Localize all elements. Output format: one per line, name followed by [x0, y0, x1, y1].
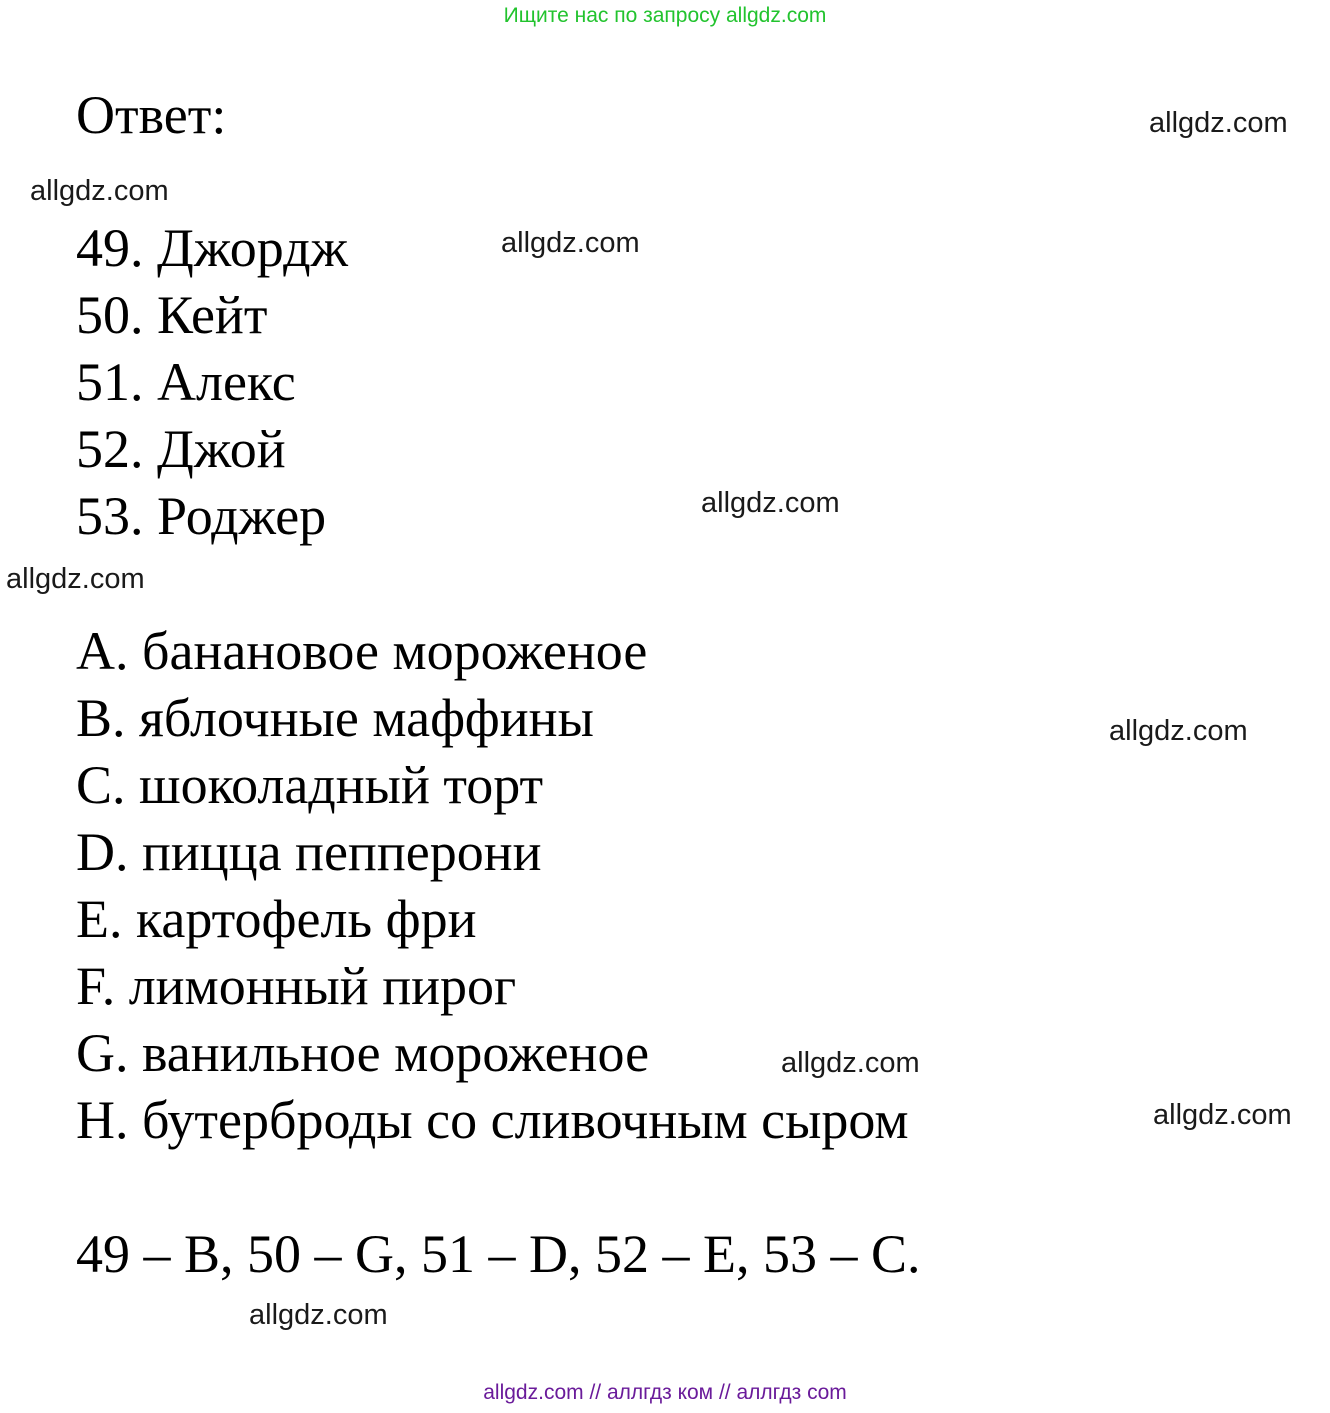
name-item-52: 52. Джой	[76, 419, 286, 479]
name-item-50: 50. Кейт	[76, 285, 268, 345]
food-item-a: A. банановое мороженое	[76, 621, 648, 681]
top-banner: Ищите нас по запросу allgdz.com	[503, 4, 827, 27]
name-item-49: 49. Джордж	[76, 218, 348, 278]
footer-links: allgdz.com // аллгдз ком // аллгдз com	[483, 1381, 847, 1404]
answer-heading: Ответ:	[76, 85, 227, 145]
name-item-51: 51. Алекс	[76, 352, 296, 412]
food-item-h: H. бутерброды со сливочным сыром	[76, 1090, 909, 1150]
watermark: allgdz.com	[1149, 107, 1288, 139]
food-item-f: F. лимонный пирог	[76, 956, 517, 1016]
watermark: allgdz.com	[30, 175, 169, 207]
watermark: allgdz.com	[6, 563, 145, 595]
food-item-g: G. ванильное мороженое	[76, 1023, 650, 1083]
answer-key: 49 – B, 50 – G, 51 – D, 52 – E, 53 – C.	[76, 1224, 921, 1284]
watermark: allgdz.com	[781, 1047, 920, 1079]
food-item-e: E. картофель фри	[76, 889, 477, 949]
food-item-c: C. шоколадный торт	[76, 755, 544, 815]
food-item-d: D. пицца пепперони	[76, 822, 542, 882]
name-item-53: 53. Роджер	[76, 486, 327, 546]
watermark: allgdz.com	[701, 487, 840, 519]
watermark: allgdz.com	[1109, 715, 1248, 747]
watermark: allgdz.com	[501, 227, 640, 259]
watermark: allgdz.com	[249, 1299, 388, 1331]
food-item-b: B. яблочные маффины	[76, 688, 594, 748]
watermark: allgdz.com	[1153, 1099, 1292, 1131]
